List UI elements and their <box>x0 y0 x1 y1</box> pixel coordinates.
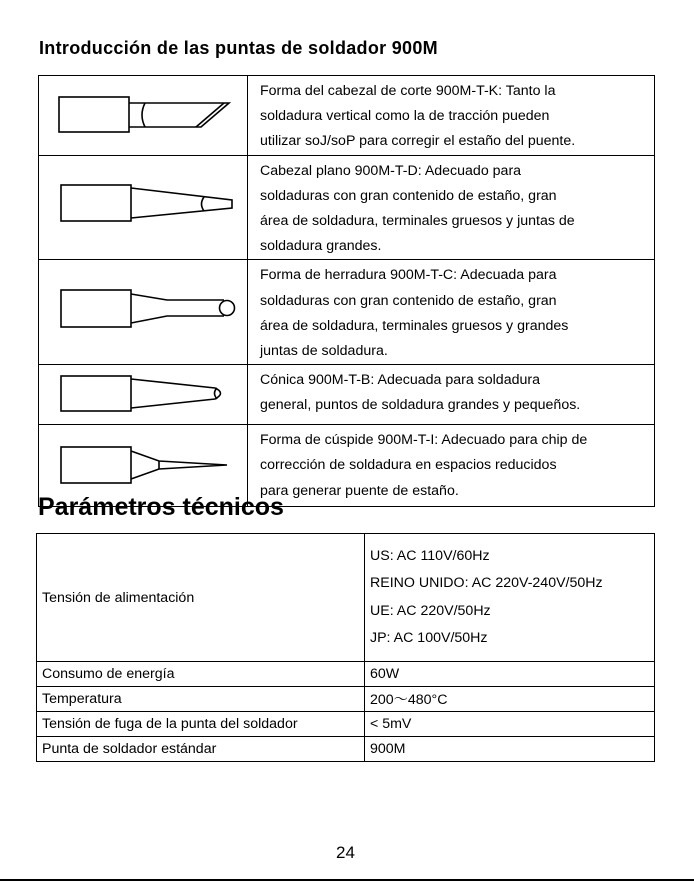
tip-image-cell <box>39 365 248 425</box>
footer-rule <box>0 879 694 881</box>
fine-point-tip-icon <box>39 425 247 503</box>
param-value: 60W <box>365 662 655 687</box>
table-row <box>39 76 655 156</box>
param-label: Tensión de alimentación <box>37 534 365 662</box>
param-label: Tensión de fuga de la punta del soldador <box>37 712 365 737</box>
soldering-tips-table <box>38 75 655 507</box>
table-row <box>37 662 655 687</box>
table-row <box>39 260 655 365</box>
conical-tip-icon <box>39 365 247 421</box>
tip-image-cell <box>39 155 248 260</box>
param-value: US: AC 110V/60Hz REINO UNIDO: AC 220V-240V/50Hz UE: AC 220V/50Hz JP: AC 100V/50Hz <box>365 534 655 662</box>
intro-heading: Introducción de las puntas de soldador 900M <box>39 38 438 58</box>
tip-description: Cónica 900M-T-B: Adecuada para soldadura general, puntos de soldadura grandes y pequeños. <box>248 365 655 425</box>
table-row <box>37 534 655 662</box>
table-row <box>37 687 655 712</box>
table-row <box>37 737 655 762</box>
table-row <box>39 365 655 425</box>
param-value: < 5mV <box>365 712 655 737</box>
tip-description: Forma del cabezal de corte 900M-T-K: Tanto la soldadura vertical como la de tracción pueden utilizar soJ/soP para corregir el estaño del puente. <box>248 76 655 156</box>
params-heading: Parámetros técnicos <box>38 493 284 521</box>
param-value: 200～480°C <box>365 687 655 712</box>
table-row <box>39 155 655 260</box>
tip-image-cell <box>39 260 248 365</box>
param-value: 900M <box>365 737 655 762</box>
bevel-tip-icon <box>39 260 247 356</box>
page-number: 24 <box>336 843 355 862</box>
param-label: Consumo de energía <box>37 662 365 687</box>
tip-image-cell <box>39 76 248 156</box>
table-row <box>37 712 655 737</box>
param-label: Temperatura <box>37 687 365 712</box>
param-label: Punta de soldador estándar <box>37 737 365 762</box>
technical-params-table <box>36 533 655 762</box>
knife-tip-icon <box>39 76 247 150</box>
tip-description: Forma de herradura 900M-T-C: Adecuada para soldaduras con gran contenido de estaño, gran área de soldadura, terminales gruesos y grandes juntas de soldadura. <box>248 260 655 365</box>
tip-description: Cabezal plano 900M-T-D: Adecuado para soldaduras con gran contenido de estaño, gran área de soldadura, terminales gruesos y juntas de soldadura grandes. <box>248 155 655 260</box>
flat-tip-icon <box>39 156 247 254</box>
tip-description: Forma de cúspide 900M-T-I: Adecuado para chip de corrección de soldadura en espacios reducidos para generar puente de estaño. <box>248 425 655 507</box>
